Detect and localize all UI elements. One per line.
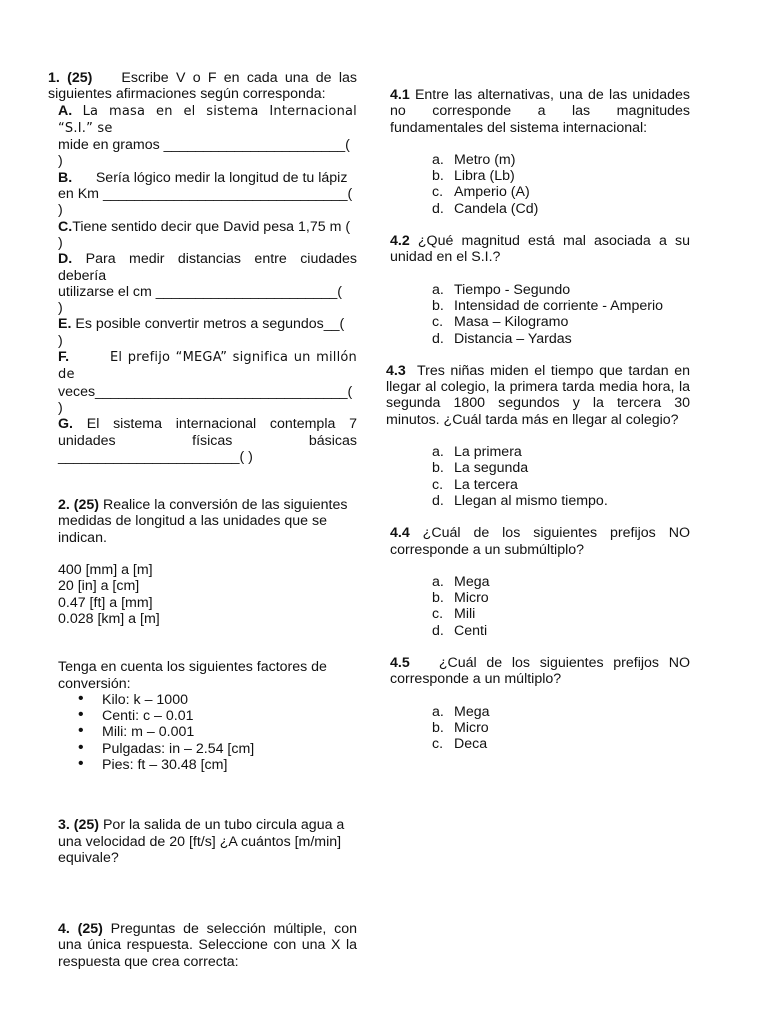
item-tail: ) <box>58 332 63 349</box>
option-marker: a. <box>432 703 444 720</box>
option-item[interactable] <box>390 574 690 590</box>
option-item[interactable] <box>390 282 690 298</box>
option-marker: b. <box>432 719 444 736</box>
question-3 <box>45 817 357 866</box>
option-item[interactable] <box>390 704 690 720</box>
question-4-3 <box>386 363 690 509</box>
item-text: La masa en el sistema Internacional “S.I.” se <box>58 103 357 136</box>
option-marker: a. <box>432 151 444 168</box>
option-text: Intensidad de corriente - Amperio <box>454 297 663 314</box>
option-marker: a. <box>432 444 444 461</box>
option-marker: c. <box>432 184 444 201</box>
item-letter: D. <box>58 251 73 268</box>
question-text: Por la salida de un tubo circula agua a una velocidad de 20 [ft/s] ¿A cuántos [m/min] equivale? <box>58 817 345 866</box>
question-4-4 <box>390 525 690 639</box>
question-number: 4.2 <box>390 233 410 250</box>
question-text: Escribe V o F en cada una de las siguientes afirmaciones según corresponda: <box>48 70 357 103</box>
question-text: Realice la conversión de las siguientes medidas de longitud a las unidades que se indican. <box>58 497 348 546</box>
option-item[interactable] <box>390 720 690 736</box>
conversion-item: 0.028 [km] a [m] <box>58 610 160 627</box>
item-text: en Km _______________________________( <box>58 186 353 203</box>
options-list <box>390 704 690 753</box>
option-text: Tiempo - Segundo <box>454 281 571 298</box>
factor-item: • Centi: c – 0.01 <box>45 708 357 724</box>
options-list <box>390 152 690 217</box>
item-text: Tiene sentido decir que David pesa 1,75 m ( <box>72 218 351 235</box>
option-item[interactable] <box>390 623 690 639</box>
question-number: 4.4 <box>390 525 410 542</box>
question-text: ¿Cuál de los siguientes prefijos NO corresponde a un múltiplo? <box>390 655 691 688</box>
option-text: Metro (m) <box>454 151 516 168</box>
options-list <box>390 574 690 639</box>
question-4 <box>45 921 357 970</box>
option-marker: c. <box>432 314 444 331</box>
option-item[interactable] <box>390 444 690 460</box>
option-text: Micro <box>454 719 489 736</box>
option-item[interactable] <box>390 590 690 606</box>
item-tail: ) <box>58 300 63 317</box>
option-marker: c. <box>432 736 444 753</box>
item-letter: E. <box>58 316 72 333</box>
option-item[interactable] <box>390 477 690 493</box>
factor-item: • Mili: m – 0.001 <box>45 724 357 740</box>
option-marker: d. <box>432 330 444 347</box>
option-marker: a. <box>432 573 444 590</box>
option-marker: d. <box>432 200 444 217</box>
option-marker: c. <box>432 476 444 493</box>
question-number: 4.3 <box>386 362 406 379</box>
option-text: Micro <box>454 590 489 607</box>
question-text: Entre las alternativas, una de las unidades no corresponde a las magnitudes fundamentales del sistema internacional: <box>390 87 690 136</box>
question-4-5 <box>390 655 690 752</box>
option-text: Libra (Lb) <box>454 168 515 185</box>
option-item[interactable] <box>390 201 690 217</box>
option-text: La tercera <box>454 476 518 493</box>
item-text: El prefijo “MEGA” significa un millón de <box>58 350 357 383</box>
item-tail: ) <box>58 234 63 251</box>
option-item[interactable] <box>390 606 690 622</box>
option-item[interactable] <box>390 493 690 509</box>
item-letter: B. <box>58 169 73 186</box>
question-number: 1. (25) <box>48 70 93 86</box>
factor-item: • Kilo: k – 1000 <box>45 692 357 708</box>
left-column <box>45 70 357 970</box>
option-text: Mega <box>454 703 490 720</box>
right-column <box>386 87 691 753</box>
option-text: Llegan al mismo tiempo. <box>454 492 608 509</box>
item-text: utilizarse el cm _______________________( <box>58 283 342 300</box>
option-text: Centi <box>454 622 488 639</box>
item-letter: G. <box>58 416 73 433</box>
option-text: Mili <box>454 606 476 623</box>
question-number: 4.5 <box>390 655 410 672</box>
option-item[interactable] <box>390 298 690 314</box>
question-number: 3. (25) <box>58 817 100 834</box>
option-item[interactable] <box>390 168 690 184</box>
option-text: Deca <box>454 736 488 753</box>
option-item[interactable] <box>390 184 690 200</box>
option-marker: b. <box>432 590 444 607</box>
question-number: 4. (25) <box>58 921 103 938</box>
option-text: La segunda <box>454 460 529 477</box>
conversion-item: 0.47 [ft] a [mm] <box>58 594 153 611</box>
item-tail: ) <box>58 153 63 170</box>
item-text: Para medir distancias entre ciudades debería <box>58 251 357 284</box>
item-tail: ) <box>58 399 63 416</box>
option-text: La primera <box>454 444 522 461</box>
option-marker: b. <box>432 297 444 314</box>
option-marker: a. <box>432 281 444 298</box>
question-4-2 <box>390 233 690 347</box>
question-number: 4.1 <box>390 87 410 103</box>
option-item[interactable] <box>390 331 690 347</box>
question-number: 2. (25) <box>58 497 100 514</box>
question-text: Tres niñas miden el tiempo que tardan en llegar al colegio, la primera tarda media hora, la segunda 1800 segundos y la tercera 30 minutos. ¿Cuál tarda más en llegar al colegio? <box>386 362 690 428</box>
question-text: ¿Qué magnitud está mal asociada a su unidad en el S.I.? <box>390 233 690 266</box>
option-item[interactable] <box>390 314 690 330</box>
item-text: Sería lógico medir la longitud de tu lápiz <box>95 169 348 186</box>
item-letter: F. <box>58 349 70 366</box>
item-text: El sistema internacional contempla 7 <box>86 416 357 433</box>
option-item[interactable] <box>390 736 690 752</box>
option-marker: b. <box>432 168 444 185</box>
item-text: Es posible convertir metros a segundos__( <box>75 316 345 333</box>
options-list <box>390 282 690 347</box>
item-text: unidades físicas básicas <box>58 432 357 449</box>
factors-list <box>45 692 357 773</box>
item-letter: A. <box>58 102 73 119</box>
option-text: Amperio (A) <box>454 184 530 201</box>
option-item[interactable] <box>390 460 690 476</box>
item-letter: C. <box>58 218 73 235</box>
item-text: _______________________( ) <box>58 448 253 465</box>
item-text: veces________________________________( <box>58 383 353 400</box>
conversion-item: 400 [mm] a [m] <box>58 562 153 579</box>
option-marker: d. <box>432 492 444 509</box>
option-text: Mega <box>454 573 490 590</box>
option-text: Candela (Cd) <box>454 200 539 217</box>
option-marker: b. <box>432 460 444 477</box>
question-text: Preguntas de selección múltiple, con una única respuesta. Seleccione con una X la respuesta que crea correcta: <box>58 921 358 970</box>
option-marker: c. <box>432 606 444 623</box>
conversion-item: 20 [in] a [cm] <box>58 578 140 595</box>
factors-intro: Tenga en cuenta los siguientes factores de conversión: <box>58 659 327 692</box>
option-item[interactable] <box>390 152 690 168</box>
question-2 <box>45 497 357 692</box>
item-tail: ) <box>58 202 63 219</box>
option-text: Masa – Kilogramo <box>454 314 569 331</box>
question-1 <box>45 70 357 465</box>
question-4-1 <box>390 87 690 217</box>
factor-item: • Pulgadas: in – 2.54 [cm] <box>45 741 357 757</box>
item-text: mide en gramos _______________________( <box>58 137 350 154</box>
factor-item: • Pies: ft – 30.48 [cm] <box>45 757 357 773</box>
option-marker: d. <box>432 622 444 639</box>
question-text: ¿Cuál de los siguientes prefijos NO corresponde a un submúltiplo? <box>390 525 690 558</box>
options-list <box>390 444 690 509</box>
option-text: Distancia – Yardas <box>454 330 572 347</box>
